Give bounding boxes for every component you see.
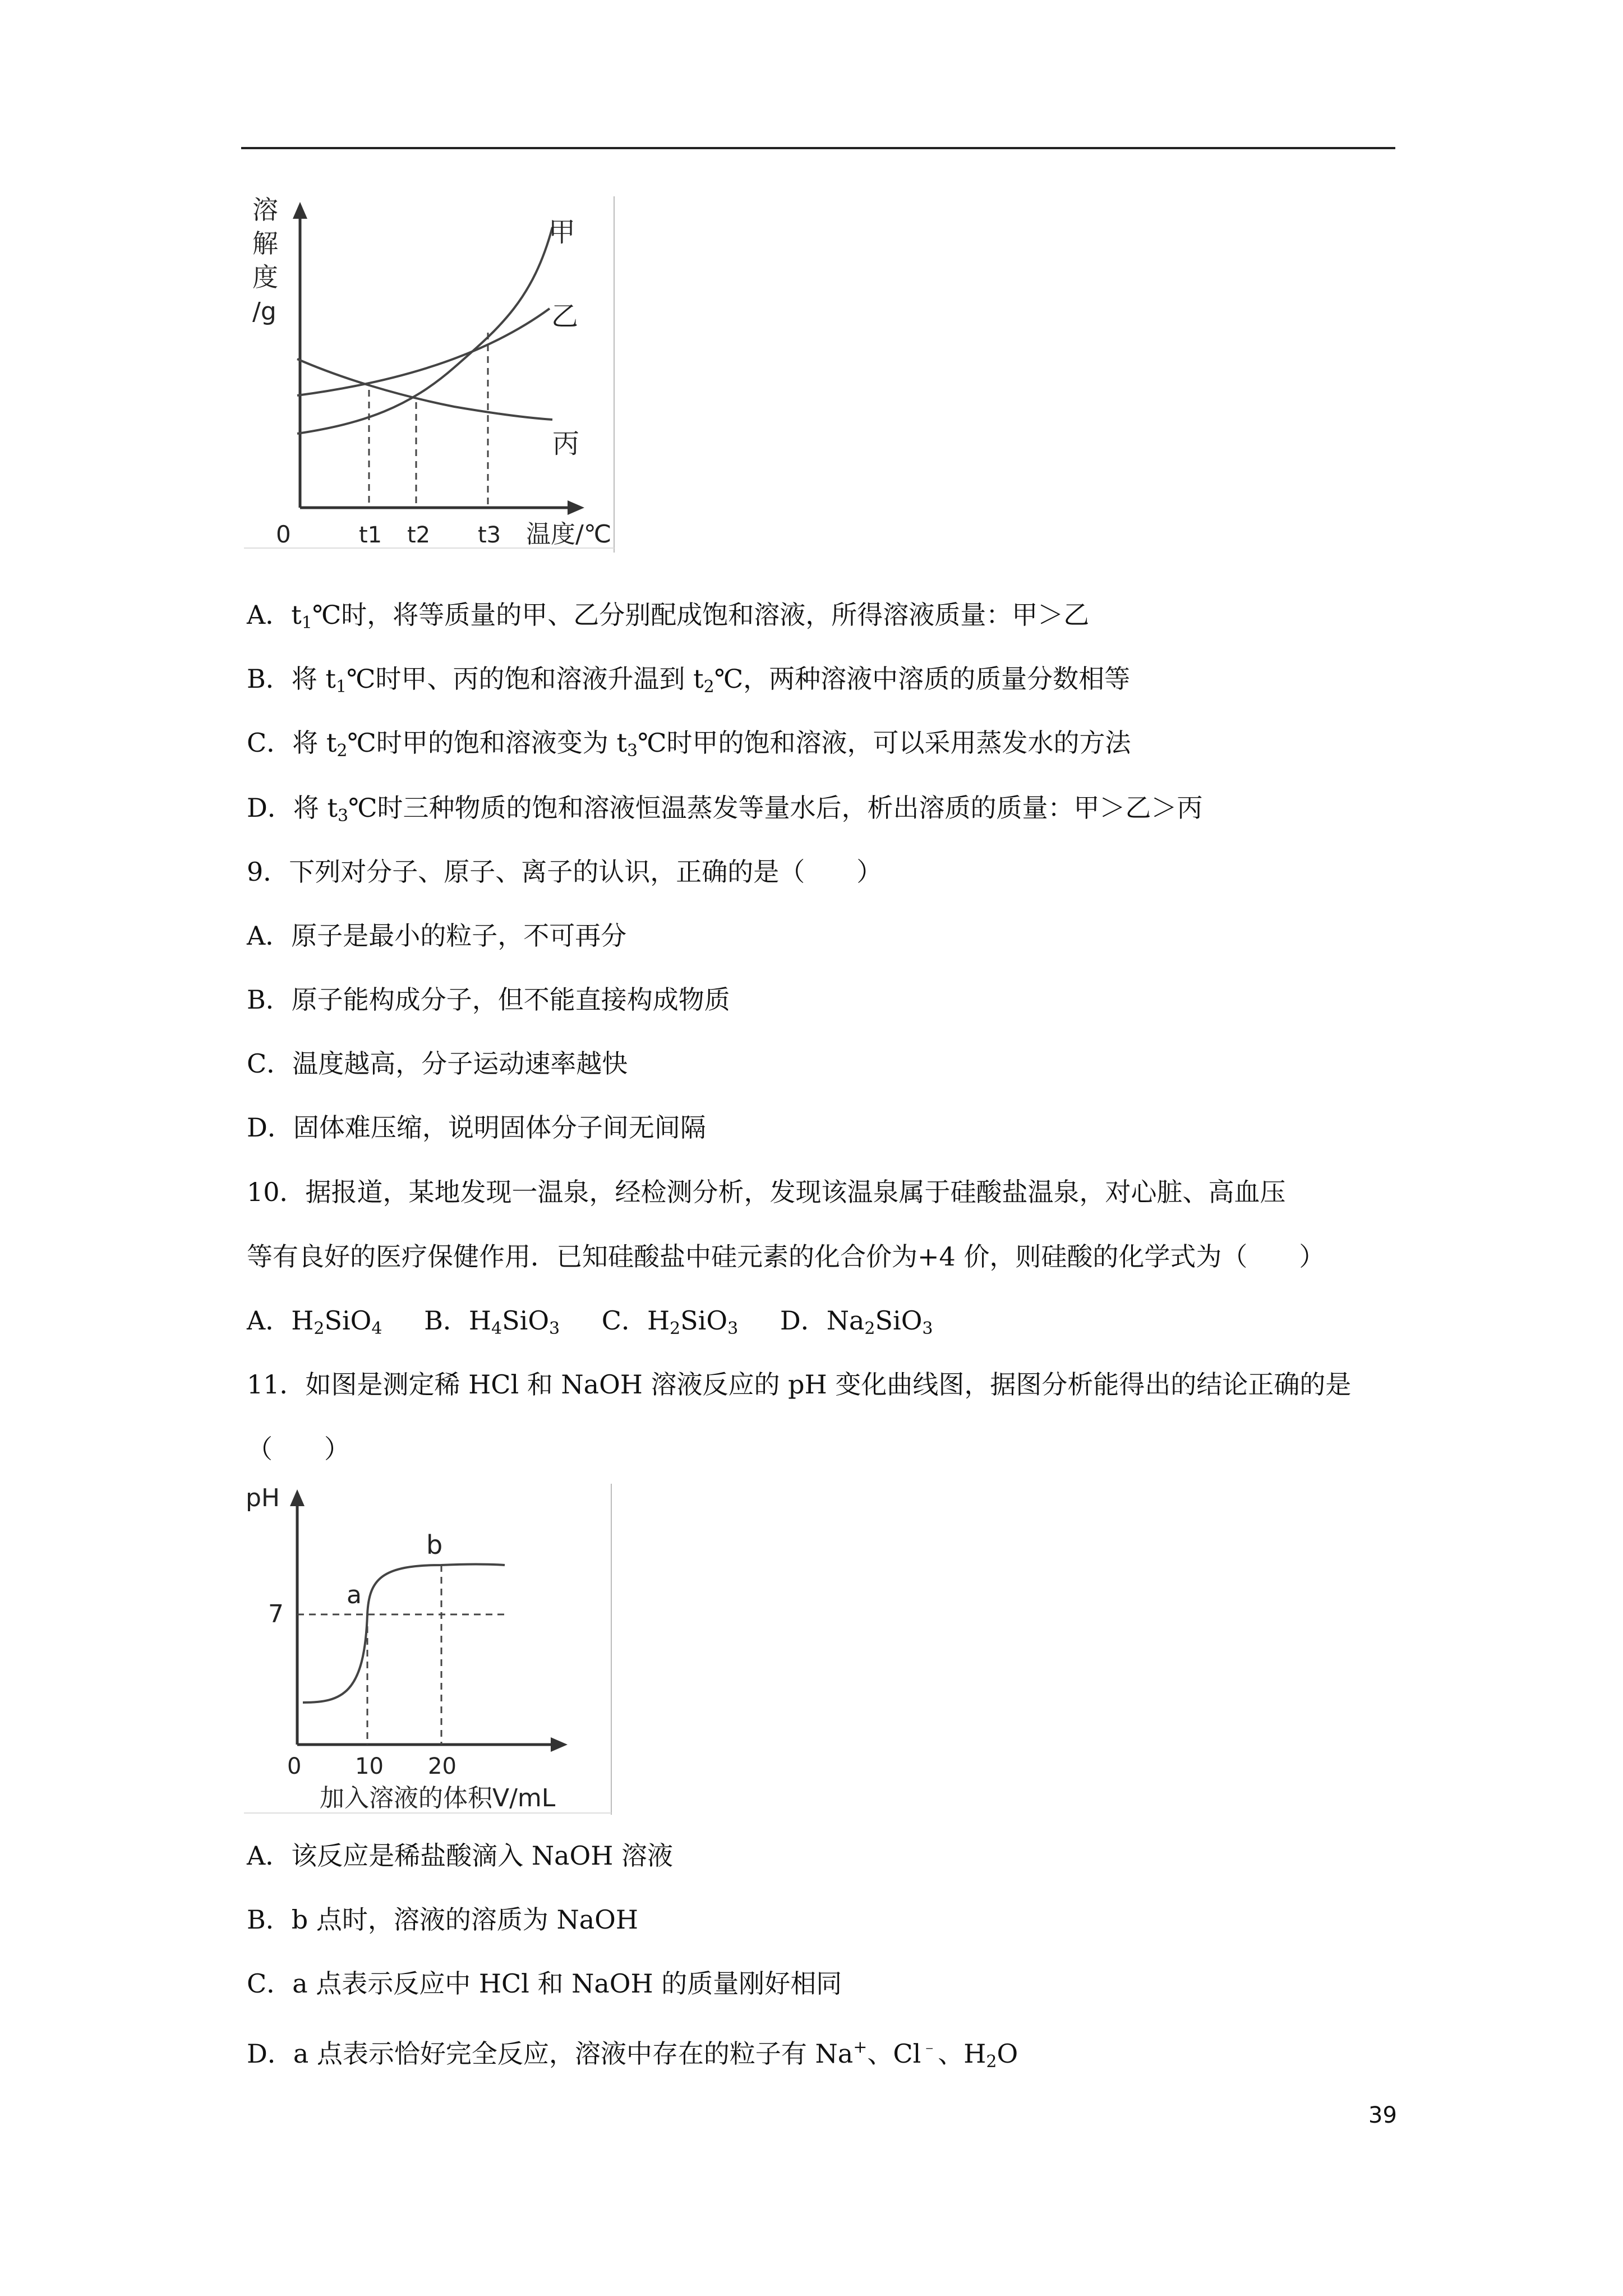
header-rule bbox=[241, 147, 1395, 149]
tick-t3: t3 bbox=[478, 522, 501, 548]
q10-stem-line1: 10．据报道，某地发现一温泉，经检测分析，发现该温泉属于硅酸盐温泉，对心脏、高血压 bbox=[247, 1177, 1286, 1207]
label-jia: 甲 bbox=[548, 217, 576, 248]
q10-option-c: C．$H_2SiO_3$ bbox=[601, 1305, 739, 1338]
point-b-label: b bbox=[426, 1530, 443, 1560]
x-axis-arrow bbox=[568, 500, 584, 515]
q9-option-d: D．固体难压缩，说明固体分子间无间隔 bbox=[247, 1112, 706, 1143]
q10-options bbox=[247, 1304, 1402, 1346]
curve-yi bbox=[297, 309, 550, 395]
q8-option-c: C．将 $t_2℃$时甲的饱和溶液变为 $t_3℃$时甲的饱和溶液，可以采用蒸发水的方法 bbox=[247, 728, 1131, 761]
q11-stem-line1: 11．如图是测定稀 HCl 和 NaOH 溶液反应的 pH 变化曲线图，据图分析能得出的结论正确的是 bbox=[247, 1369, 1352, 1400]
q10-option-d: D．$Na_2SiO_3$ bbox=[780, 1305, 933, 1338]
q11-option-a: A．该反应是稀盐酸滴入 NaOH 溶液 bbox=[247, 1841, 673, 1871]
y-axis-arrow bbox=[293, 202, 307, 219]
q9-option-a: A．原子是最小的粒子，不可再分 bbox=[247, 921, 627, 951]
label-bing: 丙 bbox=[552, 428, 580, 459]
q10-option-a: A．$H_2SiO_4$ bbox=[247, 1305, 382, 1338]
q10-option-b: B．$H_4SiO_3$ bbox=[424, 1305, 560, 1338]
q8-option-a: A．$t_1℃$时，将等质量的甲、乙分别配成饱和溶液，所得溶液质量：甲＞乙 bbox=[247, 600, 1090, 633]
page-number: 39 bbox=[1368, 2102, 1397, 2128]
label-yi: 乙 bbox=[551, 301, 579, 332]
ylabel-ph: pH bbox=[246, 1484, 280, 1512]
tick-20: 20 bbox=[428, 1754, 457, 1779]
q11-option-b: B．b 点时，溶液的溶质为 NaOH bbox=[247, 1904, 638, 1935]
ph-chart bbox=[241, 1481, 617, 1818]
tick-t2: t2 bbox=[407, 522, 431, 548]
point-a-label: a bbox=[347, 1581, 362, 1609]
tick-10: 10 bbox=[355, 1754, 384, 1779]
origin-label: 0 bbox=[276, 521, 291, 548]
x-axis-arrow bbox=[551, 1737, 568, 1752]
q8-option-d: D．将 $t_3℃$时三种物质的饱和溶液恒温蒸发等量水后，析出溶质的质量：甲＞乙＞丙 bbox=[247, 793, 1203, 826]
origin-label: 0 bbox=[287, 1754, 302, 1779]
xlabel: 温度/℃ bbox=[526, 520, 612, 549]
q10-stem-line2: 等有良好的医疗保健作用．已知硅酸盐中硅元素的化合价为+4 价，则硅酸的化学式为（ ） bbox=[247, 1241, 1325, 1272]
q9-option-c: C．温度越高，分子运动速率越快 bbox=[247, 1048, 628, 1079]
solubility-chart bbox=[241, 194, 634, 558]
ylabel-4: /g bbox=[252, 297, 276, 326]
xlabel: 加入溶液的体积V/mL bbox=[320, 1784, 556, 1812]
ylabel-3: 度 bbox=[252, 262, 278, 292]
q9-stem: 9．下列对分子、原子、离子的认识，正确的是（ ） bbox=[247, 857, 883, 887]
q8-option-b: B．将 $t_1℃$时甲、丙的饱和溶液升温到 $t_2℃$，两种溶液中溶质的质量分数相等 bbox=[247, 664, 1131, 697]
tick-t1: t1 bbox=[359, 522, 382, 548]
ylabel-1: 溶 bbox=[252, 195, 278, 225]
q9-option-b: B．原子能构成分子，但不能直接构成物质 bbox=[247, 984, 730, 1015]
tick-7: 7 bbox=[268, 1600, 284, 1628]
ph-curve bbox=[303, 1565, 505, 1703]
y-axis-arrow bbox=[290, 1489, 305, 1506]
q11-option-d: D．a 点表示恰好完全反应，溶液中存在的粒子有 Na+、Cl﹣、$H_2O$ bbox=[247, 2037, 1018, 2072]
q11-option-c: C．a 点表示反应中 HCl 和 NaOH 的质量刚好相同 bbox=[247, 1968, 842, 1999]
q11-stem-line2: （ ） bbox=[247, 1434, 350, 1464]
ylabel-2: 解 bbox=[252, 228, 278, 259]
